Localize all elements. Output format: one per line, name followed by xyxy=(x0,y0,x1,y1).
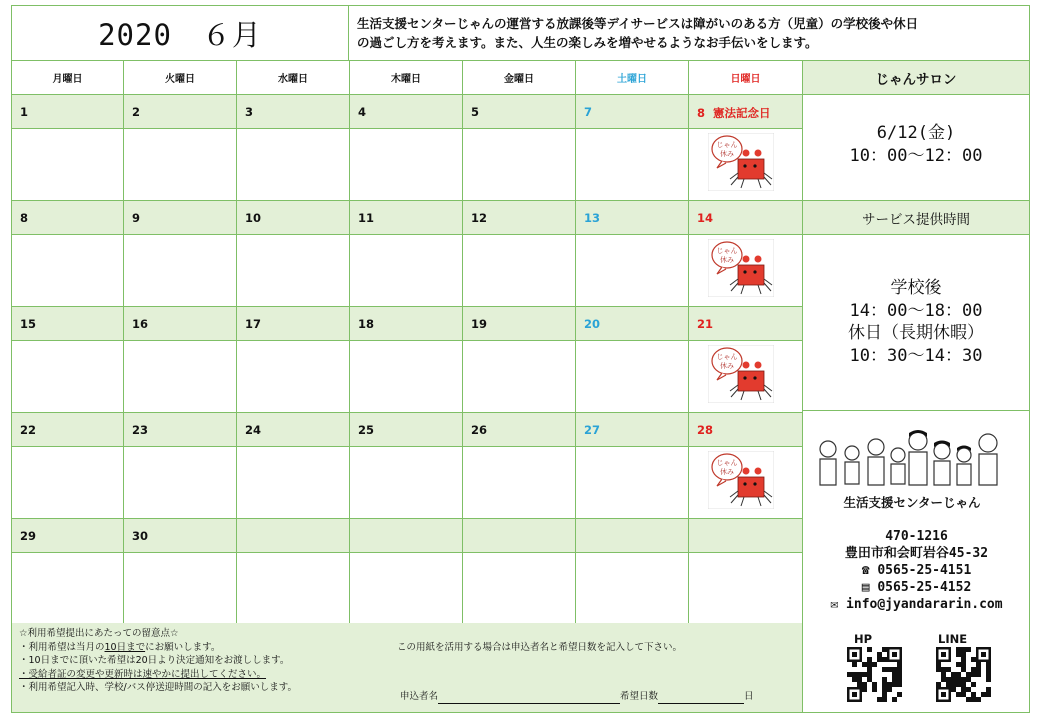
day-entry-cell[interactable] xyxy=(11,235,124,307)
closed-day-stamp xyxy=(708,451,774,509)
day-number-cell xyxy=(237,307,350,341)
day-entry-cell[interactable] xyxy=(237,235,350,307)
note-deadline: 10日まで xyxy=(104,641,146,653)
calendar-title: 2020 ６月 xyxy=(11,5,349,61)
day-entry-cell[interactable] xyxy=(11,447,124,519)
hp-qr-code[interactable] xyxy=(847,647,902,702)
day-number: 22 xyxy=(20,423,37,437)
day-entry-cell[interactable] xyxy=(463,341,576,413)
salon-header xyxy=(803,61,1030,95)
day-number: 13 xyxy=(584,211,601,225)
after-school-label: 学校後 xyxy=(890,278,942,298)
calendar-sheet xyxy=(11,5,1030,713)
day-number: 19 xyxy=(471,317,488,331)
day-number: 3 xyxy=(245,105,254,119)
after-school-time: 14：00～18：00 xyxy=(849,300,983,321)
day-number-cell xyxy=(576,201,689,235)
day-number-cell xyxy=(11,519,124,553)
day-number: 18 xyxy=(358,317,375,331)
day-entry-cell[interactable] xyxy=(350,235,463,307)
fax-line xyxy=(803,579,1030,596)
day-number: 29 xyxy=(20,529,37,543)
notes-heading: ☆利用希望提出にあたっての留意点☆ xyxy=(19,628,179,639)
day-number: 28 xyxy=(697,423,714,437)
email-address[interactable]: info@jyandararin.com xyxy=(846,597,1003,612)
day-number: 23 xyxy=(132,423,149,437)
day-number-cell xyxy=(350,201,463,235)
day-entry-cell[interactable] xyxy=(576,341,689,413)
phone-number: 0565-25-4151 xyxy=(877,563,972,578)
day-number: 11 xyxy=(358,211,375,225)
stamp-text-1: じゃん xyxy=(716,459,738,467)
day-number-cell xyxy=(463,413,576,447)
day-number: 4 xyxy=(358,105,367,119)
stamp-text-2: 休み xyxy=(720,362,734,370)
stamp-text-2: 休み xyxy=(720,256,734,264)
day-number: 27 xyxy=(584,423,601,437)
salon-title: じゃんサロン xyxy=(875,71,957,88)
day-number: 16 xyxy=(132,317,149,331)
long-holiday-time: 10：30～14：30 xyxy=(849,345,983,366)
day-entry-cell[interactable] xyxy=(11,341,124,413)
day-number-cell xyxy=(350,307,463,341)
day-number: 1 xyxy=(20,105,29,119)
closed-day-stamp xyxy=(708,133,774,191)
service-hours-header xyxy=(803,201,1030,235)
form-usage-note: この用紙を活用する場合は申込者名と希望日数を記入して下さい。 xyxy=(397,642,683,653)
email-line[interactable] xyxy=(803,596,1030,613)
day-entry-cell[interactable] xyxy=(576,129,689,201)
service-hours-title: サービス提供時間 xyxy=(862,211,970,228)
day-entry-cell[interactable] xyxy=(689,129,803,201)
day-number-cell xyxy=(576,307,689,341)
long-holiday-label: 休日（長期休暇） xyxy=(848,323,984,343)
day-entry-cell[interactable] xyxy=(124,447,237,519)
day-number: 10 xyxy=(245,211,262,225)
weekday-header: 土曜日 xyxy=(576,61,689,95)
day-number-cell xyxy=(689,95,803,129)
weekday-header: 火曜日 xyxy=(124,61,237,95)
day-number: 7 xyxy=(584,105,593,119)
contact-panel xyxy=(803,411,1030,713)
day-number-cell xyxy=(237,413,350,447)
salon-date: 6/12(金) xyxy=(876,123,956,143)
salon-time: 10：00～12：00 xyxy=(849,146,983,166)
day-number: 8 xyxy=(20,211,29,225)
postal-code: 470-1216 xyxy=(885,529,948,544)
day-entry-cell[interactable] xyxy=(576,447,689,519)
day-number: 30 xyxy=(132,529,149,543)
fax-number: 0565-25-4152 xyxy=(877,580,972,595)
stamp-text-1: じゃん xyxy=(716,353,738,361)
day-entry-cell[interactable] xyxy=(350,553,463,625)
day-number-cell xyxy=(11,95,124,129)
day-entry-cell[interactable] xyxy=(124,129,237,201)
day-entry-cell[interactable] xyxy=(237,447,350,519)
day-entry-cell[interactable] xyxy=(350,447,463,519)
stamp-text-1: じゃん xyxy=(716,141,738,149)
service-hours-info xyxy=(803,235,1030,411)
day-entry-cell[interactable] xyxy=(11,129,124,201)
day-entry-cell[interactable] xyxy=(124,235,237,307)
day-number: 2 xyxy=(132,105,141,119)
day-number: 24 xyxy=(245,423,262,437)
calendar-grid xyxy=(11,61,803,623)
day-number: 5 xyxy=(471,105,480,119)
day-number-cell xyxy=(576,413,689,447)
mail-icon: ✉ xyxy=(830,597,847,612)
day-entry-cell[interactable] xyxy=(11,553,124,625)
description-line-1: 生活支援センターじゃんの運営する放課後等デイサービスは障がいのある方（児童）の学校後や休日 xyxy=(357,16,919,31)
day-number: 25 xyxy=(358,423,375,437)
day-entry-cell[interactable] xyxy=(350,129,463,201)
day-number-cell xyxy=(463,95,576,129)
day-number-cell xyxy=(350,519,463,553)
desired-days-label: 希望日数 xyxy=(620,691,659,702)
day-entry-cell[interactable] xyxy=(689,235,803,307)
note-line-3: ・受給者証の変更や更新時は速やかに提出してください。 xyxy=(19,668,267,680)
day-number-cell xyxy=(350,413,463,447)
day-number-cell xyxy=(11,201,124,235)
day-number-cell xyxy=(689,201,803,235)
day-entry-cell[interactable] xyxy=(124,341,237,413)
day-number-cell xyxy=(237,201,350,235)
day-number: 26 xyxy=(471,423,488,437)
day-number: 9 xyxy=(132,211,141,225)
weekday-header: 水曜日 xyxy=(237,61,350,95)
day-number-cell xyxy=(576,95,689,129)
days-unit: 日 xyxy=(744,691,754,702)
day-entry-cell[interactable] xyxy=(576,235,689,307)
day-number-cell xyxy=(463,201,576,235)
stamp-text-2: 休み xyxy=(720,468,734,476)
note-line-4: ・利用希望記入時、学校/バス停送迎時間の記入をお願いします。 xyxy=(19,682,297,693)
hp-label: HP xyxy=(854,632,873,646)
contact-details xyxy=(803,528,1030,613)
weekday-header: 木曜日 xyxy=(350,61,463,95)
stamp-text-2: 休み xyxy=(720,150,734,158)
day-number-cell xyxy=(124,307,237,341)
weekday-header: 日曜日 xyxy=(689,61,803,95)
day-number: 8 xyxy=(697,106,706,120)
weekday-header: 月曜日 xyxy=(11,61,124,95)
day-number-cell xyxy=(689,519,803,553)
day-entry-cell[interactable] xyxy=(689,447,803,519)
day-number-cell xyxy=(124,201,237,235)
day-number-cell xyxy=(576,519,689,553)
description-line-2: の過ごし方を考えます。また、人生の楽しみを増やせるようなお手伝いをします。 xyxy=(357,35,818,50)
day-number: 15 xyxy=(20,317,37,331)
applicant-label: 申込者名 xyxy=(400,691,439,702)
desired-days-field[interactable] xyxy=(658,692,744,704)
day-entry-cell[interactable] xyxy=(237,553,350,625)
day-entry-cell[interactable] xyxy=(124,553,237,625)
day-number-cell xyxy=(124,95,237,129)
day-entry-cell[interactable] xyxy=(576,553,689,625)
org-name-logo: 生活支援センターじゃん xyxy=(843,495,981,510)
day-number-cell xyxy=(237,519,350,553)
day-entry-cell[interactable] xyxy=(350,341,463,413)
weekday-header: 金曜日 xyxy=(463,61,576,95)
day-number: 14 xyxy=(697,211,714,225)
day-entry-cell[interactable] xyxy=(689,341,803,413)
day-number: 17 xyxy=(245,317,262,331)
fax-icon: ▤ xyxy=(861,580,878,595)
phone-icon: ☎ xyxy=(861,563,878,578)
day-number-cell xyxy=(124,519,237,553)
day-number-cell xyxy=(463,307,576,341)
address: 豊田市和会町岩谷45-32 xyxy=(844,546,989,561)
day-entry-cell[interactable] xyxy=(463,129,576,201)
application-line xyxy=(400,690,754,704)
day-number-cell xyxy=(11,307,124,341)
staff-illustration xyxy=(814,427,1010,513)
line-label: LINE xyxy=(938,632,968,646)
day-number: 12 xyxy=(471,211,488,225)
closed-day-stamp xyxy=(708,345,774,403)
day-number: 21 xyxy=(697,317,714,331)
closed-day-stamp xyxy=(708,239,774,297)
day-entry-cell[interactable] xyxy=(463,235,576,307)
note-line-2: ・10日までに頂いた希望は20日より決定通知をお渡しします。 xyxy=(19,655,290,666)
day-number-cell xyxy=(689,307,803,341)
phone-line xyxy=(803,562,1030,579)
notes-panel xyxy=(11,623,803,713)
day-entry-cell[interactable] xyxy=(689,553,803,625)
day-number-cell xyxy=(124,413,237,447)
day-number: 20 xyxy=(584,317,601,331)
day-number-cell xyxy=(11,413,124,447)
day-number-cell xyxy=(350,95,463,129)
line-qr-code[interactable] xyxy=(936,647,991,702)
note-line-1-text: ・利用希望は当月の xyxy=(19,641,105,653)
holiday-label: 憲法記念日 xyxy=(713,106,771,120)
note-line-1-end: にお願いします。 xyxy=(145,641,221,653)
day-entry-cell[interactable] xyxy=(237,341,350,413)
day-number-cell xyxy=(463,519,576,553)
day-number-cell xyxy=(237,95,350,129)
day-entry-cell[interactable] xyxy=(463,553,576,625)
salon-info xyxy=(803,95,1030,201)
day-number-cell xyxy=(689,413,803,447)
applicant-name-field[interactable] xyxy=(438,692,620,704)
service-description xyxy=(349,5,1030,61)
day-entry-cell[interactable] xyxy=(237,129,350,201)
stamp-text-1: じゃん xyxy=(716,247,738,255)
day-entry-cell[interactable] xyxy=(463,447,576,519)
